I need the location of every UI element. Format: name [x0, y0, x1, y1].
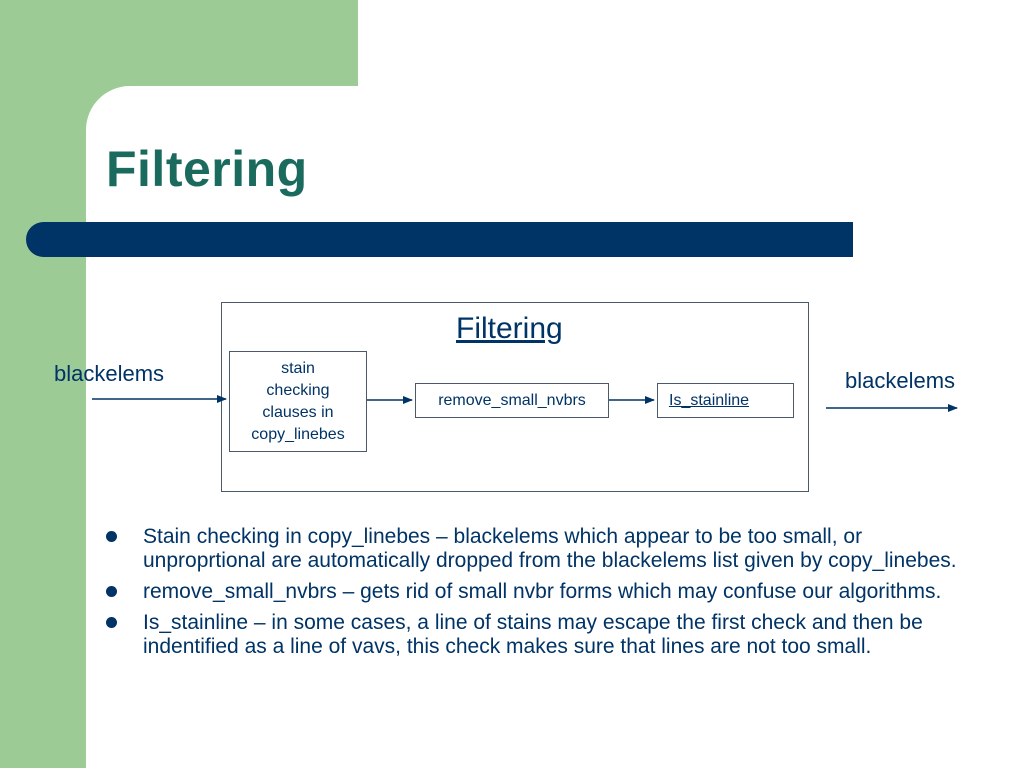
- stain-node-line-2: checking: [266, 381, 330, 399]
- bullet-dot-icon: [106, 617, 117, 628]
- is-stainline-label: Is_stainline: [669, 391, 750, 409]
- input-label: blackelems: [54, 361, 165, 386]
- bullet-dot-icon: [106, 586, 117, 597]
- decorative-title-bar: [26, 222, 853, 257]
- output-label: blackelems: [845, 368, 956, 393]
- stain-node-line-3: clauses in: [262, 403, 334, 421]
- bullet-item: [104, 611, 964, 659]
- bullet-dot-icon: [106, 531, 117, 542]
- bullet-text: remove_small_nvbrs – gets rid of small nvbr forms which may confuse our algorithms.: [143, 580, 942, 603]
- is-stainline-node: [657, 383, 794, 418]
- bullet-text: Stain checking in copy_linebes – blackelems which appear to be too small, or unproprtional are automatically dropped from the blackelems list given by copy_linebes.: [143, 525, 957, 572]
- bullet-item: [104, 580, 964, 604]
- diagram-title: Filtering: [456, 312, 563, 345]
- remove-small-nvbrs-node: remove_small_nvbrs: [415, 383, 609, 418]
- stain-node-line-1: stain: [281, 359, 315, 377]
- stain-node-line-4: copy_linebes: [251, 425, 345, 443]
- bullet-text: Is_stainline – in some cases, a line of stains may escape the first check and then be indentified as a line of vavs, this check makes sure that lines are not too small.: [143, 611, 923, 658]
- bullet-list: [104, 525, 964, 666]
- stain-checking-node: [229, 351, 367, 452]
- bullet-item: [104, 525, 964, 573]
- slide-title: Filtering: [106, 141, 308, 197]
